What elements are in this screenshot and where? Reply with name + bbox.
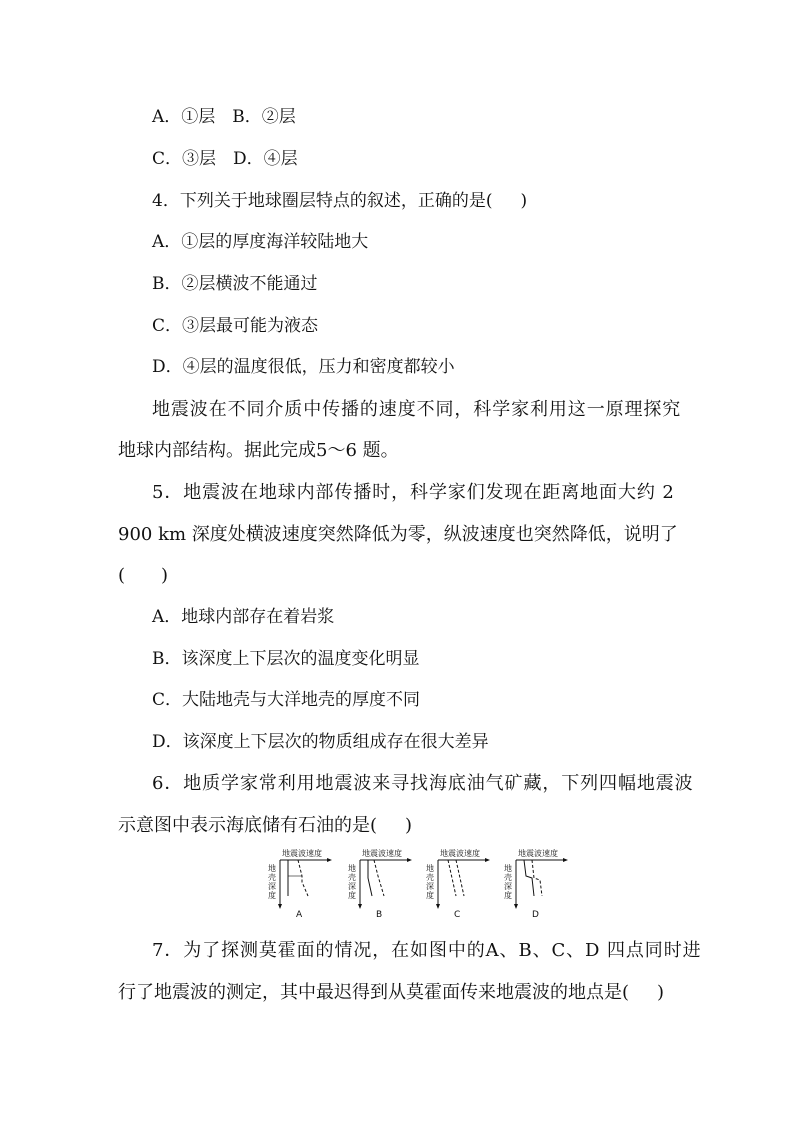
seismic-figure-a — [268, 848, 332, 923]
figure-x-label: 地震波速度 — [440, 849, 480, 858]
q5-stem-line-1: 5．地震波在地球内部传播时，科学家们发现在距离地面大约 2 — [152, 482, 675, 503]
q5-answer-paren: ( ) — [118, 565, 169, 586]
q6-stem-line-1: 6．地质学家常利用地震波来寻找海底油气矿藏，下列四幅地震波 — [152, 773, 694, 794]
q5-option-a: A．地球内部存在着岩浆 — [152, 607, 335, 627]
seismic-wave-figure-row — [268, 848, 568, 923]
q6-stem-line-2 — [118, 817, 412, 835]
figure-letter-c: C — [454, 910, 461, 920]
figure-y-label: 地壳深度 — [426, 864, 434, 900]
q5-option-d: D．该深度上下层次的物质组成存在很大差异 — [152, 732, 489, 752]
q6-stem-close: ) — [405, 815, 413, 836]
figure-letter-b: B — [376, 910, 383, 920]
figure-y-label: 地壳深度 — [268, 864, 276, 900]
q5-option-b: B．该深度上下层次的温度变化明显 — [152, 649, 420, 669]
intro-paragraph-line-2: 地球内部结构。据此完成5～6 题。 — [118, 440, 399, 461]
q4-stem-close: ) — [520, 191, 528, 211]
q7-stem-close: ) — [657, 982, 665, 1003]
q4-option-d: D．④层的温度很低，压力和密度都较小 — [152, 357, 455, 377]
seismic-figure-b — [348, 848, 412, 923]
seismic-figure-c — [426, 848, 490, 923]
intro-paragraph-line-1: 地震波在不同介质中传播的速度不同，科学家利用这一原理探究 — [152, 399, 682, 420]
q3-options-ab: A．①层 B．②层 — [152, 107, 296, 127]
figure-letter-d: D — [532, 910, 539, 920]
q4-option-a: A．①层的厚度海洋较陆地大 — [152, 232, 369, 252]
q3-options-cd: C．③层 D．④层 — [152, 149, 298, 169]
figure-x-label: 地震波速度 — [518, 849, 558, 858]
q4-option-b: B．②层横波不能通过 — [152, 274, 318, 294]
q5-stem-line-2: 900 km 深度处横波速度突然降低为零，纵波速度也突然降低，说明了 — [118, 524, 678, 545]
figure-x-label: 地震波速度 — [362, 849, 402, 858]
q6-stem-text: 示意图中表示海底储有石油的是( — [118, 815, 378, 836]
figure-y-label: 地壳深度 — [348, 864, 356, 900]
q7-stem-line-2 — [118, 984, 664, 1002]
figure-x-label: 地震波速度 — [282, 849, 322, 858]
figure-letter-a: A — [296, 910, 303, 920]
q7-stem-line-1: 7．为了探测莫霍面的情况，在如图中的A、B、C、D 四点同时进 — [152, 940, 702, 961]
seismic-figure-d — [504, 848, 568, 923]
figure-y-label: 地壳深度 — [504, 864, 512, 900]
q4-stem-text: 4．下列关于地球圈层特点的叙述，正确的是( — [152, 191, 493, 211]
q4-stem — [152, 193, 527, 210]
q4-option-c: C．③层最可能为液态 — [152, 316, 319, 336]
q5-option-c: C．大陆地壳与大洋地壳的厚度不同 — [152, 690, 421, 710]
q7-stem-text: 行了地震波的测定，其中最迟得到从莫霍面传来地震波的地点是( — [118, 982, 630, 1003]
